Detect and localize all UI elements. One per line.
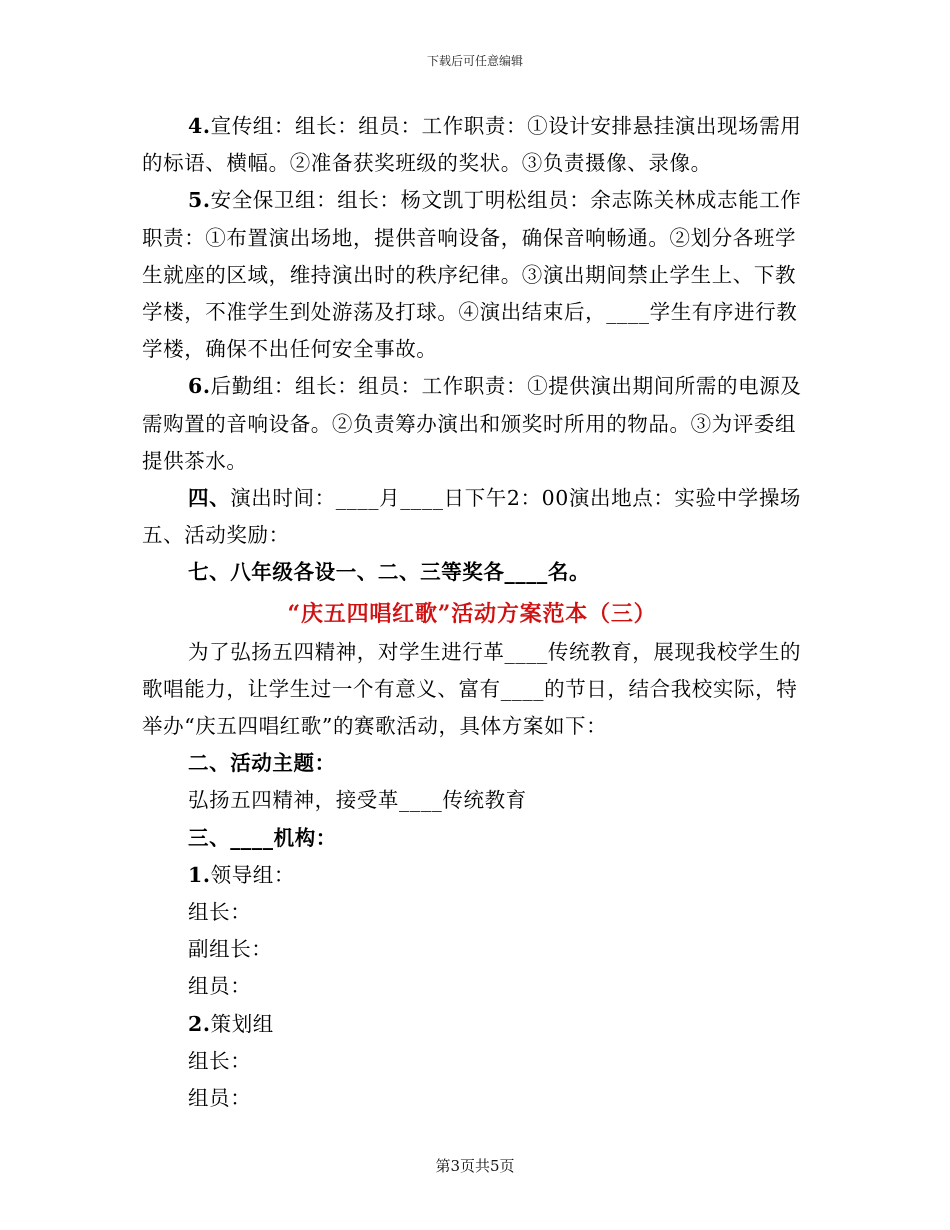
paragraph-publicity-group [142, 108, 802, 182]
paragraph-awards: 七、八年级各设一、二、三等奖各____名。 [188, 560, 591, 585]
heading-organization: 三、____机构： [188, 825, 337, 850]
paragraph-intro: 为了弘扬五四精神，对学生进行革____传统教育，展现我校学生的歌唱能力，让学生过一个有意义、富有____的节日，结合我校实际，特举办“庆五四唱红歌”的赛歌活动，具体方案如下： [142, 639, 802, 739]
list-item-text: 策划组 [210, 1011, 274, 1036]
page-footer: 第3页共5页 [435, 1157, 515, 1175]
paragraph-performance-time [142, 480, 802, 554]
paragraph-text: 演出时间：____月____日下午2：00演出地点：实验中学操场五、活动奖励： [142, 486, 802, 548]
paragraph-logistics-group [142, 368, 802, 480]
heading-activity-theme: 二、活动主题： [188, 751, 336, 776]
paragraph-text: 后勤组：组长：组员：工作职责：①提供演出期间所需的电源及需购置的音响设备。②负责筹办演出和颁奖时所用的物品。③为评委组提供茶水。 [142, 374, 802, 473]
paragraph-security-group [142, 182, 802, 368]
list-item-members: 组员： [188, 974, 252, 999]
item-number: 2. [188, 1011, 211, 1036]
section-title: “庆五四唱红歌”活动方案范本（三） [287, 600, 657, 627]
paragraph-text: 宣传组：组长：组员：工作职责：①设计安排悬挂演出现场需用的标语、横幅。②准备获奖班级的奖状。③负责摄像、录像。 [142, 114, 802, 176]
list-item-deputy-leader: 副组长： [188, 937, 273, 962]
document-body [142, 108, 802, 1117]
list-item-planning [142, 1006, 802, 1043]
paragraph-theme: 弘扬五四精神，接受革____传统教育 [188, 788, 527, 813]
item-number: 4. [188, 114, 211, 138]
paragraph-text: 安全保卫组：组长：杨文凯丁明松组员：余志陈关林成志能工作职责：①布置演出场地，提供音响设备，确保音响畅通。②划分各班学生就座的区域，维持演出时的秩序纪律。③演出期间禁止学生上、下教学楼，不准学生到处游荡及打球。④演出结束后，____学生有序进行教学楼，确保不出任何安全事故。 [142, 188, 802, 362]
list-item-members: 组员： [188, 1086, 252, 1111]
section-number: 四、 [188, 486, 231, 511]
item-number: 6. [188, 374, 211, 399]
list-item-leadership [142, 857, 802, 894]
item-number: 5. [188, 188, 211, 213]
item-number: 1. [188, 862, 211, 887]
page-header: 下载后可任意编辑 [426, 54, 523, 68]
list-item-text: 领导组： [210, 862, 296, 887]
list-item-leader: 组长： [188, 900, 252, 925]
list-item-leader: 组长： [188, 1048, 252, 1073]
